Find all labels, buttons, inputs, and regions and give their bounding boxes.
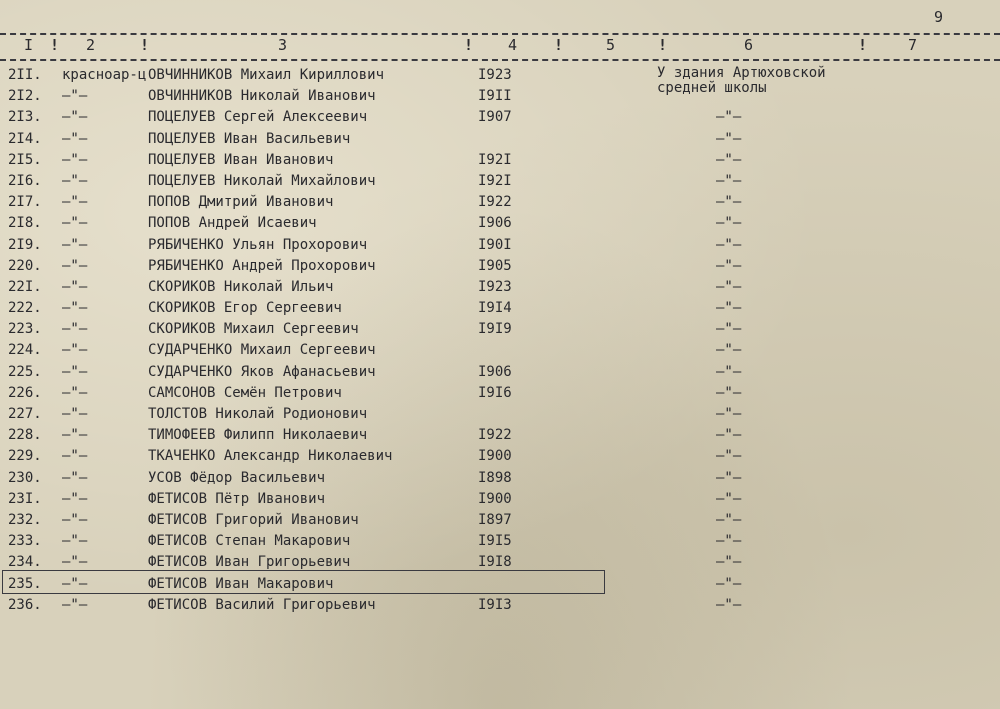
row-birth-year: I92I	[478, 151, 512, 168]
row-number: 22I.	[8, 278, 42, 295]
header-separator: !	[554, 36, 564, 54]
row-burial-place: –"–	[716, 511, 742, 528]
row-burial-place: –"–	[716, 448, 742, 465]
header-col-7: 7	[908, 36, 918, 54]
table-row	[0, 66, 1000, 87]
table-row	[0, 87, 1000, 108]
row-burial-place: –"–	[716, 151, 742, 168]
row-name: ФЕТИСОВ Пётр Иванович	[148, 490, 326, 507]
row-name: РЯБИЧЕНКО Андрей Прохорович	[148, 257, 376, 274]
row-place: –"–	[62, 257, 88, 274]
row-name: ПОЦЕЛУЕВ Иван Васильевич	[148, 130, 351, 147]
row-burial-place: –"–	[716, 575, 742, 592]
row-burial-place: –"–	[716, 533, 742, 550]
table-row	[0, 214, 1000, 235]
row-name: ПОПОВ Андрей Исаевич	[148, 215, 317, 232]
row-birth-year: I92I	[478, 172, 512, 189]
row-number: 2I3.	[8, 109, 42, 126]
row-birth-year: I922	[478, 194, 512, 211]
table-row	[0, 532, 1000, 553]
row-name: УСОВ Фёдор Васильевич	[148, 469, 326, 486]
row-name: ПОПОВ Дмитрий Иванович	[148, 194, 334, 211]
row-place: –"–	[62, 321, 88, 338]
row-burial-place: –"–	[716, 427, 742, 444]
row-number: 222.	[8, 300, 42, 317]
row-name: ПОЦЕЛУЕВ Иван Иванович	[148, 151, 334, 168]
row-burial-place: –"–	[716, 384, 742, 401]
row-number: 23I.	[8, 490, 42, 507]
header-col-3: 3	[278, 36, 288, 54]
row-burial-place: –"–	[716, 215, 742, 232]
row-place: –"–	[62, 596, 88, 613]
table-row	[0, 151, 1000, 172]
row-burial-place: –"–	[716, 554, 742, 571]
table-row	[0, 384, 1000, 405]
header-col-6: 6	[744, 36, 754, 54]
table-row	[0, 490, 1000, 511]
table-row	[0, 108, 1000, 129]
row-place: –"–	[62, 151, 88, 168]
row-number: 2I7.	[8, 194, 42, 211]
row-place: –"–	[62, 469, 88, 486]
header-separator: !	[140, 36, 150, 54]
row-burial-place: –"–	[716, 490, 742, 507]
row-burial-place: –"–	[716, 363, 742, 380]
row-burial-place: –"–	[716, 596, 742, 613]
row-burial-place: –"–	[716, 236, 742, 253]
row-number: 2I8.	[8, 215, 42, 232]
row-place: –"–	[62, 88, 88, 105]
row-name: ОВЧИННИКОВ Михаил Кириллович	[148, 67, 385, 83]
row-place: –"–	[62, 278, 88, 295]
row-name: ТКАЧЕНКО Александр Николаевич	[148, 448, 393, 465]
row-place: –"–	[62, 511, 88, 528]
row-burial-place: –"–	[716, 257, 742, 274]
table-row	[0, 363, 1000, 384]
row-number: 236.	[8, 596, 42, 613]
row-place: –"–	[62, 215, 88, 232]
row-name: СУДАРЧЕНКО Яков Афанасьевич	[148, 363, 376, 380]
table-row	[0, 469, 1000, 490]
burial-note-line-2: средней школы	[657, 80, 767, 96]
row-number: 223.	[8, 321, 42, 338]
row-burial-place: –"–	[716, 469, 742, 486]
row-number: 233.	[8, 533, 42, 550]
row-birth-year: I905	[478, 257, 512, 274]
row-birth-year: I9I5	[478, 533, 512, 550]
row-place: –"–	[62, 194, 88, 211]
row-burial-place: –"–	[716, 109, 742, 126]
row-birth-year: I900	[478, 490, 512, 507]
row-name: ТИМОФЕЕВ Филипп Николаевич	[148, 427, 368, 444]
row-place: –"–	[62, 130, 88, 147]
row-place: –"–	[62, 363, 88, 380]
header-separator: !	[658, 36, 668, 54]
table-row	[0, 193, 1000, 214]
row-number: 2I6.	[8, 172, 42, 189]
row-birth-year: I906	[478, 215, 512, 232]
row-birth-year: I922	[478, 427, 512, 444]
header-separator: !	[858, 36, 868, 54]
row-name: САМСОНОВ Семён Петрович	[148, 384, 342, 401]
row-birth-year: I9I3	[478, 596, 512, 613]
row-name: ФЕТИСОВ Иван Макарович	[148, 575, 334, 592]
table-row	[0, 405, 1000, 426]
row-number: 2II.	[8, 67, 42, 83]
table-row	[0, 278, 1000, 299]
row-place: –"–	[62, 384, 88, 401]
table-row	[0, 447, 1000, 468]
table-row	[0, 511, 1000, 532]
row-place: –"–	[62, 300, 88, 317]
table-row	[0, 596, 1000, 617]
row-place: –"–	[62, 575, 88, 592]
row-birth-year: I898	[478, 469, 512, 486]
row-place: –"–	[62, 490, 88, 507]
row-birth-year: I9I4	[478, 300, 512, 317]
row-place: –"–	[62, 236, 88, 253]
row-number: 227.	[8, 406, 42, 422]
row-name: ФЕТИСОВ Иван Григорьевич	[148, 554, 351, 571]
header-bottom-rule	[0, 59, 1000, 61]
row-burial-place: –"–	[716, 300, 742, 317]
row-name: ОВЧИННИКОВ Николай Иванович	[148, 88, 376, 105]
row-burial-place: –"–	[716, 130, 742, 147]
row-burial-place: –"–	[716, 406, 742, 422]
burial-note-line-1: У здания Артюховской	[657, 65, 826, 81]
row-place: –"–	[62, 342, 88, 359]
table-row	[0, 426, 1000, 447]
row-name: ФЕТИСОВ Василий Григорьевич	[148, 596, 376, 613]
row-number: 224.	[8, 342, 42, 359]
row-name: СУДАРЧЕНКО Михаил Сергеевич	[148, 342, 376, 359]
row-birth-year: I906	[478, 363, 512, 380]
row-birth-year: I9II	[478, 88, 512, 105]
row-burial-place: –"–	[716, 342, 742, 359]
row-place: –"–	[62, 554, 88, 571]
header-col-2: 2	[86, 36, 96, 54]
table-row	[0, 299, 1000, 320]
row-number: 225.	[8, 363, 42, 380]
row-burial-place: –"–	[716, 172, 742, 189]
row-number: 234.	[8, 554, 42, 571]
row-name: РЯБИЧЕНКО Ульян Прохорович	[148, 236, 368, 253]
table-row	[0, 130, 1000, 151]
table-row	[0, 257, 1000, 278]
table-row	[0, 341, 1000, 362]
row-number: 229.	[8, 448, 42, 465]
row-birth-year: I9I8	[478, 554, 512, 571]
row-birth-year: I90I	[478, 236, 512, 253]
row-number: 235.	[8, 575, 42, 592]
header-top-rule	[0, 33, 1000, 35]
row-birth-year: I900	[478, 448, 512, 465]
header-separator: !	[50, 36, 60, 54]
header-separator: !	[464, 36, 474, 54]
header-col-4: 4	[508, 36, 518, 54]
row-number: 2I5.	[8, 151, 42, 168]
row-birth-year: I923	[478, 278, 512, 295]
row-birth-year: I923	[478, 67, 512, 83]
row-number: 2I9.	[8, 236, 42, 253]
row-place: –"–	[62, 427, 88, 444]
row-number: 232.	[8, 511, 42, 528]
row-name: ПОЦЕЛУЕВ Николай Михайлович	[148, 172, 376, 189]
row-name: СКОРИКОВ Егор Сергеевич	[148, 300, 342, 317]
row-place: –"–	[62, 448, 88, 465]
row-number: 226.	[8, 384, 42, 401]
row-burial-place: –"–	[716, 278, 742, 295]
page-number: 9	[934, 8, 944, 26]
row-birth-year: I897	[478, 511, 512, 528]
header-col-5: 5	[606, 36, 616, 54]
row-place: –"–	[62, 109, 88, 126]
table-header	[0, 36, 1000, 58]
row-place: –"–	[62, 533, 88, 550]
table-row	[0, 236, 1000, 257]
highlighted-row-frame	[2, 570, 605, 594]
row-number: 220.	[8, 257, 42, 274]
row-name: ПОЦЕЛУЕВ Сергей Алексеевич	[148, 109, 368, 126]
row-number: 2I4.	[8, 130, 42, 147]
row-name: СКОРИКОВ Михаил Сергеевич	[148, 321, 359, 338]
row-birth-year: I9I9	[478, 321, 512, 338]
row-birth-year: I907	[478, 109, 512, 126]
header-col-1: I	[24, 36, 34, 54]
row-birth-year: I9I6	[478, 384, 512, 401]
table-row	[0, 320, 1000, 341]
row-place: –"–	[62, 172, 88, 189]
record-list	[0, 66, 1000, 617]
row-place: красноар-ц	[62, 67, 147, 83]
row-name: СКОРИКОВ Николай Ильич	[148, 278, 334, 295]
row-name: ТОЛСТОВ Николай Родионович	[148, 406, 368, 422]
row-number: 2I2.	[8, 88, 42, 105]
row-name: ФЕТИСОВ Степан Макарович	[148, 533, 351, 550]
row-number: 230.	[8, 469, 42, 486]
row-place: –"–	[62, 406, 88, 422]
table-row	[0, 172, 1000, 193]
row-burial-place: –"–	[716, 194, 742, 211]
row-burial-place: –"–	[716, 321, 742, 338]
row-name: ФЕТИСОВ Григорий Иванович	[148, 511, 359, 528]
row-number: 228.	[8, 427, 42, 444]
